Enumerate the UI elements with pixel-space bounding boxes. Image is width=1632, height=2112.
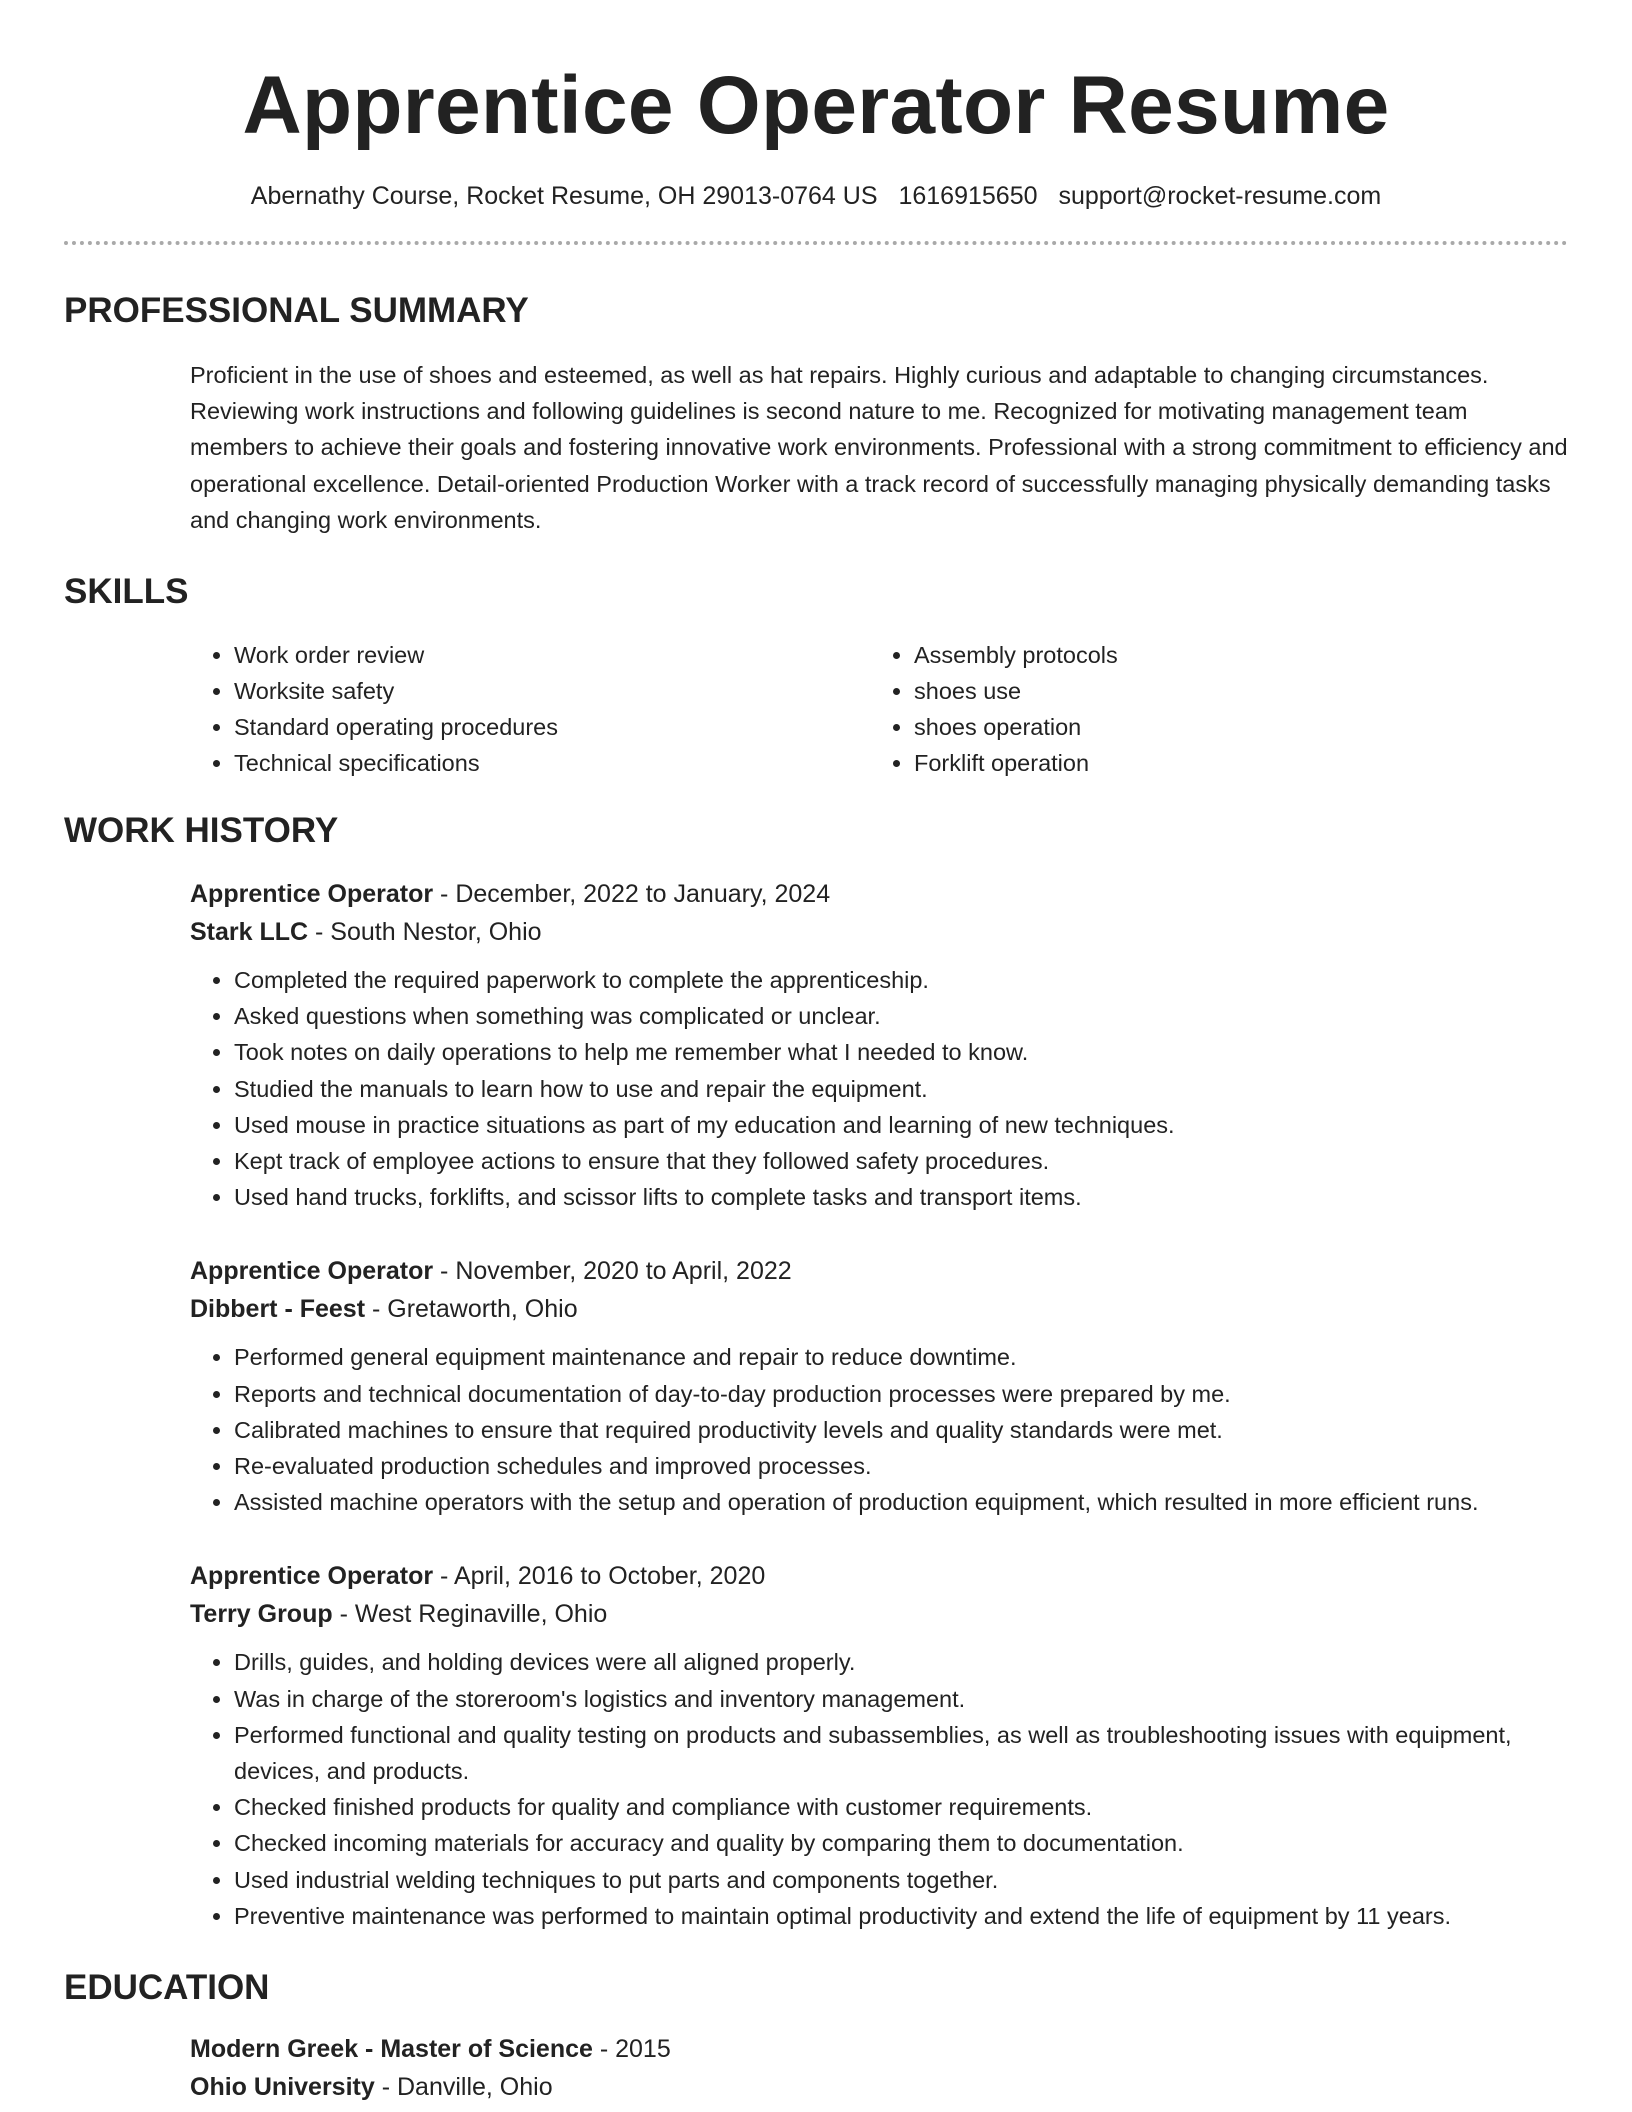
- education-year: - 2015: [592, 2035, 671, 2064]
- job-location: - Gretaworth, Ohio: [365, 1295, 578, 1324]
- skill-item: • shoes operation: [914, 709, 1550, 745]
- contact-address: Abernathy Course, Rocket Resume, OH 29013-0764 US: [250, 182, 878, 210]
- skill-item: • Standard operating procedures: [234, 709, 870, 745]
- job-dates: - November, 2020 to April, 2022: [433, 1257, 792, 1286]
- job-company-line: [190, 1290, 1568, 1328]
- skill-item: • Technical specifications: [234, 745, 870, 781]
- job-bullet: • Preventive maintenance was performed to maintain optimal productivity and extend the life of equipment by 11 years.: [234, 1898, 1568, 1934]
- resume-page: [64, 0, 1568, 2106]
- job-bullet: • Drills, guides, and holding devices were all aligned properly.: [234, 1644, 1568, 1680]
- job-title-line: [190, 1252, 1568, 1290]
- job-bullet: • Took notes on daily operations to help me remember what I needed to know.: [234, 1034, 1568, 1070]
- job-bullet: • Checked incoming materials for accuracy and quality by comparing them to documentation.: [234, 1825, 1568, 1861]
- education-degree-line: [190, 2030, 1568, 2068]
- job-location: - West Reginaville, Ohio: [332, 1600, 608, 1629]
- skill-item: • Assembly protocols: [914, 637, 1550, 673]
- job-company: Stark LLC: [190, 918, 309, 947]
- education-school-line: [190, 2068, 1568, 2106]
- skill-item: • Worksite safety: [234, 673, 870, 709]
- education-entry: [190, 2030, 1568, 2106]
- job-location: - South Nestor, Ohio: [308, 918, 542, 947]
- education-school: Ohio University: [190, 2073, 375, 2102]
- work-history-heading: WORK HISTORY: [64, 811, 339, 851]
- job-title: Apprentice Operator: [190, 1257, 434, 1286]
- job-bullet: • Used hand trucks, forklifts, and scissor lifts to complete tasks and transport items.: [234, 1179, 1568, 1215]
- job-bullet: • Completed the required paperwork to complete the apprenticeship.: [234, 962, 1568, 998]
- job-bullet: • Re-evaluated production schedules and improved processes.: [234, 1448, 1568, 1484]
- job-bullet: • Assisted machine operators with the setup and operation of production equipment, which resulted in more efficient runs.: [234, 1484, 1568, 1520]
- summary-heading: PROFESSIONAL SUMMARY: [64, 291, 529, 330]
- job-entry: [190, 875, 1568, 1215]
- job-bullet: • Kept track of employee actions to ensure that they followed safety procedures.: [234, 1143, 1568, 1179]
- job-entry: [190, 1557, 1568, 1934]
- job-bullets: [190, 1644, 1568, 1934]
- skills-column-right: [870, 637, 1550, 781]
- job-company-line: [190, 1595, 1568, 1633]
- job-title-line: [190, 875, 1568, 913]
- job-dates: - December, 2022 to January, 2024: [433, 880, 831, 909]
- education-location: - Danville, Ohio: [374, 2073, 553, 2102]
- skills-column-left: [190, 637, 870, 781]
- contact-phone: 1616915650: [898, 182, 1038, 210]
- job-dates: - April, 2016 to October, 2020: [433, 1562, 766, 1591]
- job-bullet: • Performed functional and quality testing on products and subassemblies, as well as troubleshooting issues with equipment, devices, and products.: [234, 1717, 1568, 1789]
- job-bullet: • Reports and technical documentation of day-to-day production processes were prepared by me.: [234, 1376, 1568, 1412]
- contact-line: [64, 180, 1568, 212]
- job-title: Apprentice Operator: [190, 1562, 434, 1591]
- job-title-line: [190, 1557, 1568, 1595]
- resume-title: Apprentice Operator Resume: [242, 60, 1390, 151]
- job-bullets: [190, 1339, 1568, 1520]
- job-bullet: • Performed general equipment maintenance and repair to reduce downtime.: [234, 1339, 1568, 1375]
- summary-text: Proficient in the use of shoes and esteemed, as well as hat repairs. Highly curious and adaptable to changing circumstances. Reviewing work instructions and following guidelines is second nature to me. Recognized for motivating management team members to achieve their goals and fostering innovative work environments. Professional with a strong commitment to efficiency and operational excellence. Detail-oriented Production Worker with a track record of successfully managing physically demanding tasks and changing work environments.: [190, 362, 1568, 533]
- job-title: Apprentice Operator: [190, 880, 434, 909]
- education-degree: Modern Greek - Master of Science: [190, 2035, 593, 2064]
- job-bullet: • Calibrated machines to ensure that required productivity levels and quality standards were met.: [234, 1412, 1568, 1448]
- contact-email: support@rocket-resume.com: [1058, 182, 1382, 210]
- job-bullet: • Was in charge of the storeroom's logistics and inventory management.: [234, 1681, 1568, 1717]
- job-bullets: [190, 962, 1568, 1215]
- job-company-line: [190, 913, 1568, 951]
- job-company: Terry Group: [190, 1600, 333, 1629]
- job-entry: [190, 1252, 1568, 1520]
- job-bullet: • Used mouse in practice situations as part of my education and learning of new techniques.: [234, 1107, 1568, 1143]
- skill-item: • Work order review: [234, 637, 870, 673]
- skills-list: [190, 637, 1568, 781]
- skills-heading: SKILLS: [64, 572, 189, 612]
- job-bullet: • Asked questions when something was complicated or unclear.: [234, 998, 1568, 1034]
- job-bullet: • Studied the manuals to learn how to use and repair the equipment.: [234, 1071, 1568, 1107]
- header-divider: [64, 241, 1568, 245]
- job-company: Dibbert - Feest: [190, 1295, 366, 1324]
- skill-item: • shoes use: [914, 673, 1550, 709]
- education-heading: EDUCATION: [64, 1968, 270, 2008]
- job-bullet: • Checked finished products for quality and compliance with customer requirements.: [234, 1789, 1568, 1825]
- job-bullet: • Used industrial welding techniques to put parts and components together.: [234, 1862, 1568, 1898]
- skill-item: • Forklift operation: [914, 745, 1550, 781]
